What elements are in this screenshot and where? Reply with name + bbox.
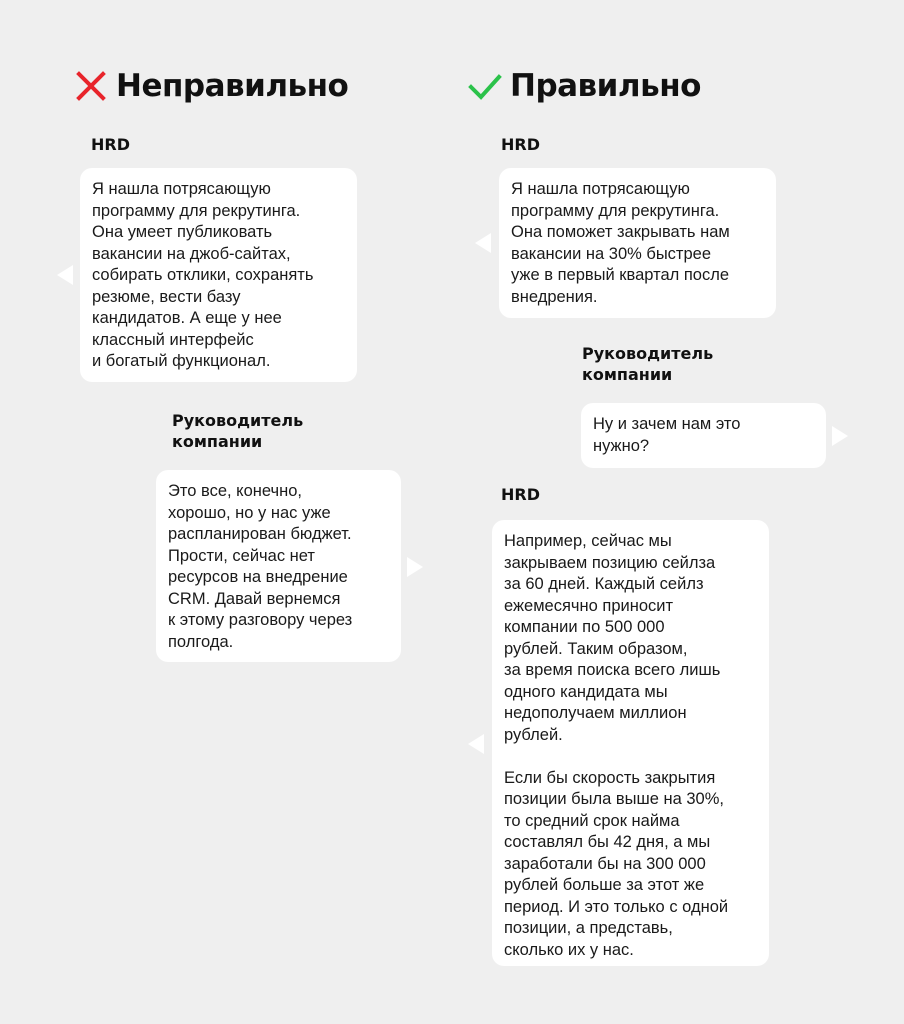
cross-icon bbox=[74, 69, 108, 103]
wrong-hrd-label: HRD bbox=[91, 135, 130, 154]
right-hrd-message-bubble: Я нашла потрясающую программу для рекрутинга. Она поможет закрывать нам вакансии на 30% быстрее уже в первый квартал после внедрения. bbox=[499, 168, 776, 318]
wrong-hrd-bubble-tail bbox=[57, 265, 73, 285]
wrong-heading bbox=[74, 66, 348, 106]
wrong-title: Неправильно bbox=[116, 68, 349, 104]
right-hrd-message-2-bubble: Например, сейчас мы закрываем позицию сейлза за 60 дней. Каждый сейлз ежемесячно приносит компании по 500 000 рублей. Таким образом, за время поиска всего лишь одного кандидата мы недополучаем миллион рублей. Если бы скорость закрытия позиции была выше на 30%, то средний срок найма составлял бы 42 дня, а мы заработали бы на 300 000 рублей больше за этот же период. И это только с одной позиции, а представь, сколько их у нас. bbox=[492, 520, 769, 966]
right-hrd-label: HRD bbox=[501, 135, 540, 154]
wrong-ceo-message-bubble: Это все, конечно, хорошо, но у нас уже распланирован бюджет. Прости, сейчас нет ресурсов на внедрение CRM. Давай вернемся к этому разговору через полгода. bbox=[156, 470, 401, 662]
wrong-hrd-message-bubble: Я нашла потрясающую программу для рекрутинга. Она умеет публиковать вакансии на джоб-сайтах, собирать отклики, сохранять резюме, вести базу кандидатов. А еще у нее классный интерфейс и богатый функционал. bbox=[80, 168, 357, 382]
right-ceo-message-bubble: Ну и зачем нам это нужно? bbox=[581, 403, 826, 468]
right-title: Правильно bbox=[510, 68, 701, 104]
wrong-ceo-bubble-tail bbox=[407, 557, 423, 577]
right-hrd-label-2: HRD bbox=[501, 485, 540, 504]
right-ceo-label: Руководитель компании bbox=[582, 344, 714, 384]
wrong-ceo-label: Руководитель компании bbox=[172, 411, 304, 451]
right-ceo-bubble-tail bbox=[832, 426, 848, 446]
right-heading bbox=[468, 66, 701, 106]
right-hrd-bubble-tail bbox=[475, 233, 491, 253]
right-hrd-2-bubble-tail bbox=[468, 734, 484, 754]
check-icon bbox=[468, 69, 502, 103]
